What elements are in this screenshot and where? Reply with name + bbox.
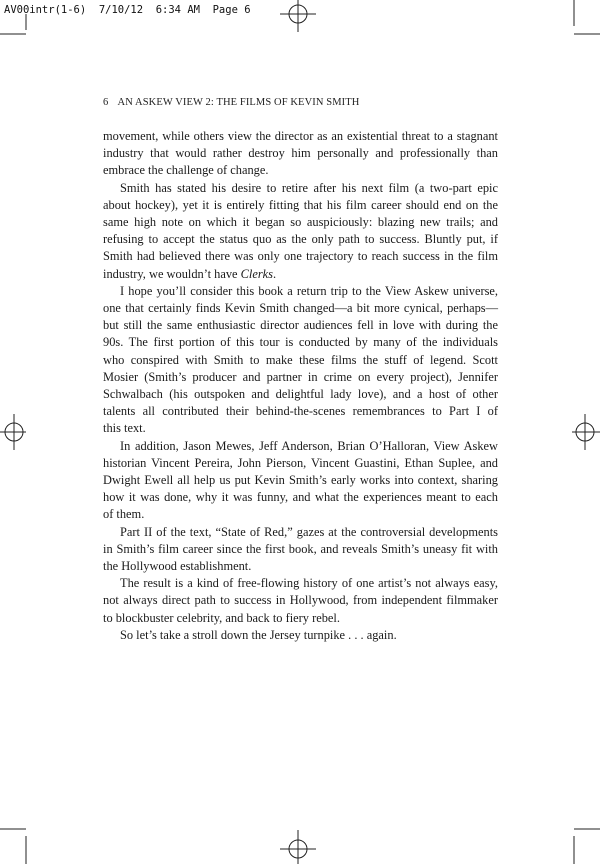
- text-line: industry that would rather destroy him personally and professionally than: [103, 146, 498, 161]
- text-line: Smith has stated his desire to retire after his next film (a two-part epic: [120, 180, 498, 195]
- trim-mark-bottom-left: [0, 829, 26, 864]
- paragraph: [103, 524, 498, 576]
- trim-mark-bottom-right: [574, 829, 600, 864]
- text-line: [103, 266, 498, 283]
- text-line: I hope you’ll consider this book a return trip to the View Askew universe,: [120, 283, 498, 298]
- registration-mark-right: [572, 414, 600, 450]
- text-line: Dwight Ewell all help us put Kevin Smith’s early works into context, sharing: [103, 473, 498, 488]
- text-line: how it was done, why it was funny, and what the experiences meant to each: [103, 490, 498, 505]
- text-line: to blockbuster celebrity, and back to fiery rebel.: [103, 610, 340, 625]
- paragraph: [103, 627, 498, 644]
- running-head: [103, 97, 359, 108]
- text-line: the Hollywood establishment.: [103, 559, 252, 574]
- text-line: Part II of the text, “State of Red,” gazes at the controversial developments: [120, 524, 498, 539]
- page-number: 6: [103, 97, 109, 108]
- paragraph: [103, 180, 498, 283]
- text-run: .: [273, 266, 277, 281]
- text-line: one that certainly finds Kevin Smith changed—a bit more cynical, perhaps—: [103, 301, 498, 316]
- text-line: So let’s take a stroll down the Jersey turnpike . . . again.: [120, 627, 397, 642]
- paragraph: [103, 128, 498, 180]
- text-line: about hockey), yet it is entirely fitting that his film career should end on the: [103, 197, 498, 212]
- text-line: Mosier (Smith’s producer and partner in crime on every project), Jennifer: [103, 369, 498, 384]
- paragraph: [103, 438, 498, 524]
- text-run: industry, we wouldn’t have: [103, 266, 241, 281]
- text-line: The result is a kind of free-flowing history of one artist’s not always easy,: [120, 576, 498, 591]
- text-line: historian Vincent Pereira, John Pierson, Vincent Guastini, Ethan Suplee, and: [103, 455, 498, 470]
- text-line: movement, while others view the director as an existential threat to a stagnant: [103, 129, 498, 143]
- film-title-italic: Clerks: [240, 266, 274, 281]
- text-line: embrace the challenge of change.: [103, 163, 269, 178]
- text-line: not always direct path to success in Hollywood, from independent filmmaker: [103, 593, 498, 608]
- text-line: 90s. The first portion of this tour is conducted by many of the individuals: [103, 335, 498, 350]
- text-line: In addition, Jason Mewes, Jeff Anderson, Brian O’Halloran, View Askew: [120, 438, 498, 453]
- paragraph: [103, 283, 498, 438]
- text-line: but still the same enthusiastic director audiences fell in love with during the: [103, 318, 498, 333]
- text-line: refusing to accept the status quo as the only path to success. Bluntly put, if: [103, 232, 498, 247]
- registration-mark-left: [0, 414, 26, 450]
- text-line: of them.: [103, 507, 145, 522]
- registration-mark-bottom: [280, 830, 316, 864]
- print-slug: AV00intr(1-6) 7/10/12 6:34 AM Page 6: [4, 4, 251, 16]
- text-line: same high note on which it began so auspiciously: blazing new trails; and: [103, 215, 498, 230]
- paragraph: [103, 575, 498, 627]
- text-line: in Smith’s film career since the first book, and reveals Smith’s uneasy fit with: [103, 541, 498, 556]
- registration-mark-top: [280, 0, 316, 32]
- text-line: Smith had believed there was only one trajectory to reach success in the film: [103, 249, 498, 264]
- body-text: [103, 128, 498, 644]
- book-title: AN ASKEW VIEW 2: THE FILMS OF KEVIN SMITH: [117, 97, 360, 108]
- trim-mark-top-right: [574, 0, 600, 34]
- text-line: talents all contributed their behind-the-scenes remembrances to Part I of: [103, 404, 498, 419]
- text-line: who conspired with Smith to make these films the stuff of legend. Scott: [103, 352, 498, 367]
- text-line: this text.: [103, 421, 146, 436]
- trim-mark-top-left: [0, 14, 26, 34]
- text-line: Schwalbach (his outspoken and delightful lady love), and a host of other: [103, 387, 498, 402]
